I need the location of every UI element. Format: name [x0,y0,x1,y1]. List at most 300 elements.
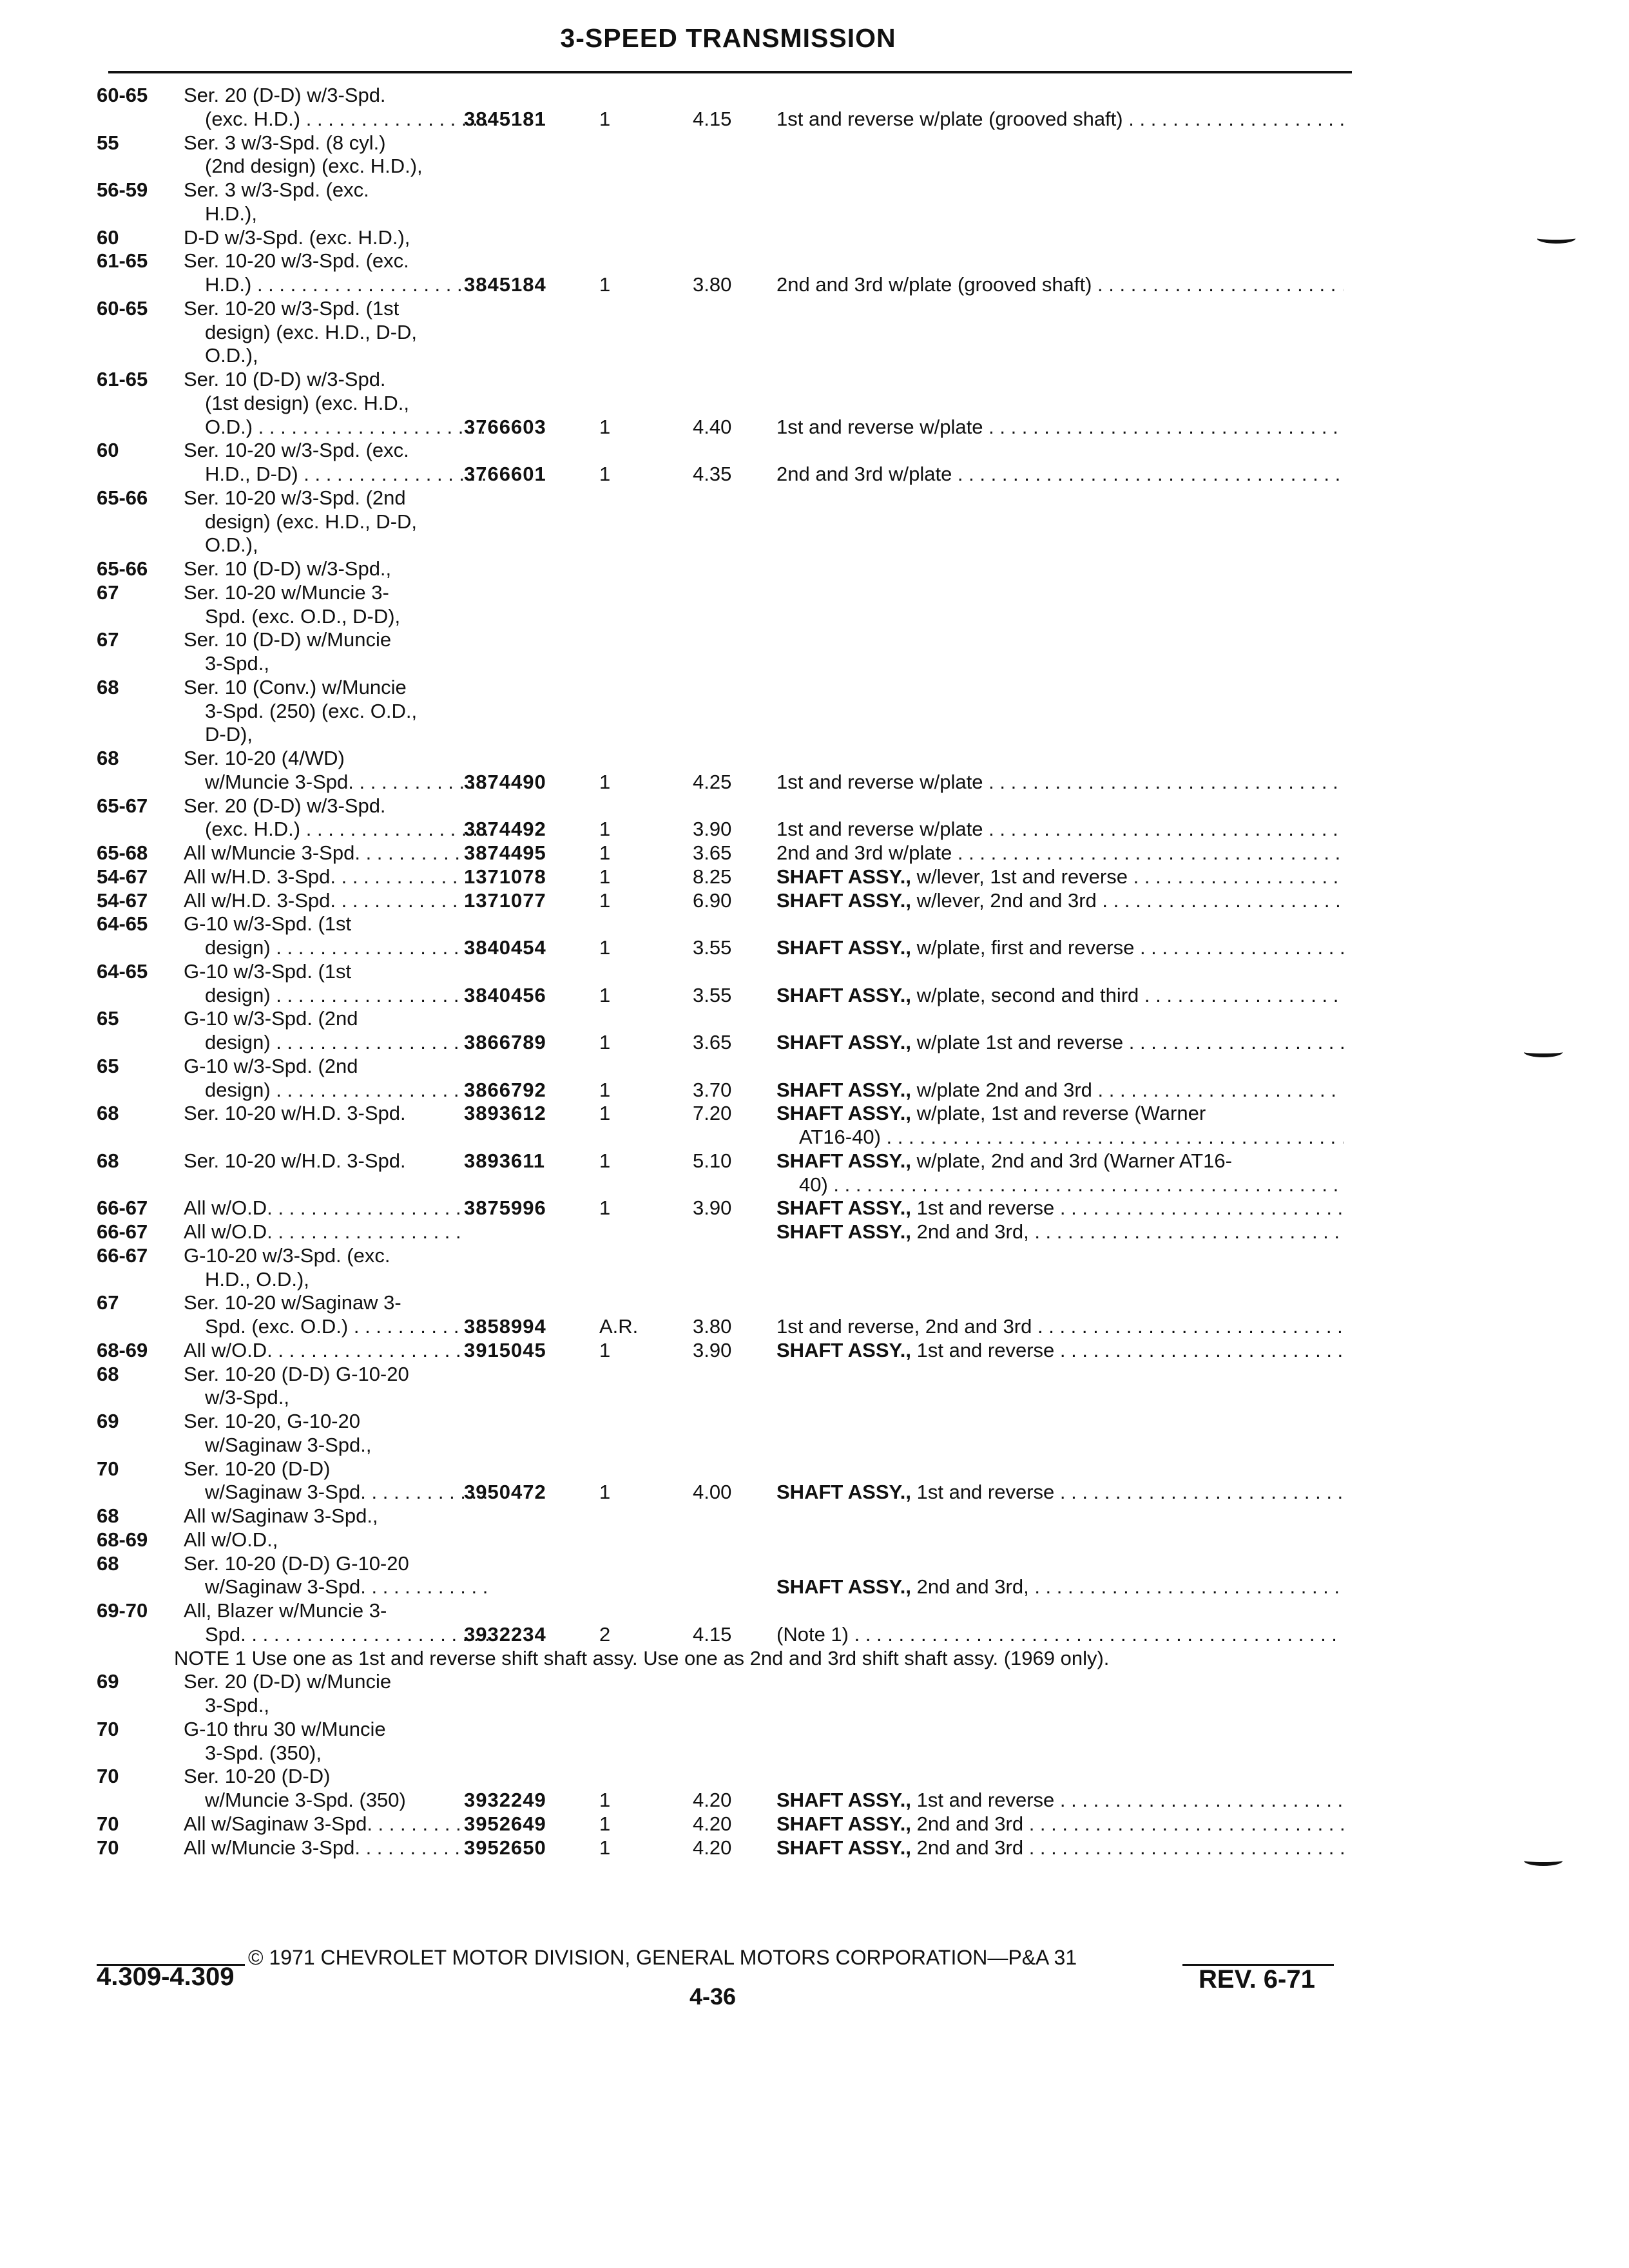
model-years: 67 [97,628,119,651]
part-name [776,1339,1344,1362]
part-line [0,1268,1629,1291]
quantity: 2 [599,1622,611,1646]
note-text: NOTE 1 Use one as 1st and reverse shift shaft assy. Use one as 2nd and 3rd shift shaft assy. (1969 only). [174,1646,1110,1669]
quantity: 1 [599,889,611,912]
price: 3.80 [693,1315,732,1338]
part-name-text: (Note 1) [776,1622,849,1646]
part-name-text: 2nd and 3rd w/plate (grooved shaft) [776,273,1092,296]
model-years: 68-69 [97,1338,148,1361]
part-line [0,1481,1629,1504]
application-text: Ser. 10 (D-D) w/3-Spd., [184,557,392,580]
part-name [776,1079,1344,1102]
part-line [0,1599,1629,1622]
application-text: Ser. 20 (D-D) w/3-Spd. [184,794,386,817]
application-text: Ser. 20 (D-D) w/3-Spd. [184,84,386,106]
part-name-text: 2nd and 3rd w/plate [776,463,952,485]
quantity: 1 [599,841,611,864]
part-line [0,960,1629,983]
part-name-text: w/plate, 1st and reverse (Warner [911,1102,1206,1125]
model-years: 65-67 [97,794,148,817]
application-text: All w/Muncie 3-Spd. . . . [184,841,467,865]
application-text: Ser. 10 (D-D) w/Muncie [184,628,392,651]
part-number: 1371077 [464,889,546,912]
part-name-text: 1st and reverse [911,1196,1055,1220]
part-name [776,1220,1344,1244]
application-text: All w/O.D. . . . [184,1196,467,1220]
quantity: 1 [599,1481,611,1504]
application-text: Ser. 10-20 w/H.D. 3-Spd. [184,1102,406,1125]
model-years: 65-66 [97,557,148,580]
quantity: 1 [599,1836,611,1859]
part-name-bold: SHAFT ASSY., [776,1102,911,1125]
part-name-bold: SHAFT ASSY., [776,889,911,912]
model-years: 68 [97,1504,119,1527]
application-text: w/Muncie 3-Spd. (350) [205,1789,406,1811]
margin-tick-1 [1537,233,1576,244]
revision-label: REV. 6-71 [1199,1965,1315,1994]
part-name-text: 2nd and 3rd w/plate [776,841,952,864]
quantity: 1 [599,1812,611,1835]
part-line [0,676,1629,699]
model-years: 61-65 [97,368,148,390]
part-number: 3766603 [464,415,546,438]
part-line [0,1718,1629,1741]
part-line [0,344,1629,367]
model-years: 64-65 [97,959,148,983]
quantity: 1 [599,983,611,1006]
part-line [0,84,1629,107]
part-line [0,1410,1629,1433]
model-years: 66-67 [97,1196,148,1220]
part-line [0,226,1629,249]
application-text: (1st design) (exc. H.D., [205,391,409,414]
part-line [0,1079,1629,1102]
application-text: All w/Saginaw 3-Spd., [184,1504,378,1527]
part-line [0,1504,1629,1528]
application-text: w/Saginaw 3-Spd. . . . [205,1481,488,1504]
application-text: G-10 w/3-Spd. (2nd [184,1054,358,1077]
part-number: 3840456 [464,983,546,1006]
price: 3.55 [693,936,732,959]
model-years: 55 [97,131,119,154]
price: 4.15 [693,107,732,130]
application-text: Ser. 10-20 (D-D) [184,1457,331,1480]
model-years: 61-65 [97,249,148,273]
model-years: 67 [97,581,119,604]
quantity: 1 [599,1196,611,1220]
quantity: 1 [599,415,611,438]
price: 4.25 [693,770,732,793]
price: 3.65 [693,841,732,864]
part-name [776,889,1344,912]
application-text: 3-Spd. (250) (exc. O.D., [205,699,418,722]
part-name-text: w/lever, 2nd and 3rd [911,889,1097,912]
application-text: O.D.) . . . [205,416,488,439]
application-text: w/Saginaw 3-Spd. . . . [205,1575,488,1599]
application-text: D-D), [205,723,253,746]
part-line [0,1670,1629,1693]
quantity: 1 [599,865,611,888]
price: 4.35 [693,463,732,485]
part-line [0,1742,1629,1765]
quantity: 1 [599,818,611,841]
model-years: 65-66 [97,486,148,509]
part-name [776,1315,1344,1338]
part-line [0,1623,1629,1646]
part-number: 3858994 [464,1315,546,1338]
part-line [0,581,1629,604]
part-line [0,1765,1629,1788]
price: 4.20 [693,1789,732,1811]
model-years: 70 [97,1812,119,1835]
part-name [776,936,1344,959]
application-text: All w/Saginaw 3-Spd. . . . [184,1812,467,1836]
part-number: 3874492 [464,818,546,841]
application-text: Ser. 10-20 w/3-Spd. (2nd [184,486,406,509]
model-years: 70 [97,1765,119,1788]
part-name-bold: SHAFT ASSY., [776,1196,911,1220]
quantity: 1 [599,1789,611,1811]
application-text: design) . . . [205,936,488,959]
part-name [776,463,1344,486]
part-line [0,1220,1629,1244]
part-line [0,416,1629,439]
application-text: Spd. . . . [205,1623,488,1646]
part-line [0,1244,1629,1267]
part-line [0,1575,1629,1599]
model-years: 60 [97,226,119,249]
part-line [0,463,1629,486]
part-line [0,368,1629,391]
part-name [776,1789,1344,1812]
part-name-text: 1st and reverse w/plate [776,770,983,793]
application-text: design) (exc. H.D., D-D, [205,510,418,533]
margin-tick-3 [1524,1856,1563,1866]
part-number: 3932234 [464,1622,546,1646]
part-name [776,1031,1344,1054]
part-line [0,1694,1629,1717]
price: 3.55 [693,983,732,1006]
part-line [0,818,1629,841]
model-years: 64-65 [97,912,148,936]
part-name [776,771,1344,794]
part-name-text: AT16-40) [799,1126,881,1148]
application-text: H.D., D-D) . . . [205,463,488,486]
model-years: 60 [97,439,119,462]
application-text: Ser. 10-20 w/3-Spd. (exc. [184,249,409,273]
part-line [0,605,1629,628]
application-text: Ser. 10-20 (D-D) G-10-20 [184,1552,409,1575]
part-line [0,486,1629,510]
application-text: Ser. 10-20 w/3-Spd. (1st [184,296,400,320]
quantity: 1 [599,1149,611,1172]
application-text: design) . . . [205,984,488,1007]
part-line [0,841,1629,865]
part-line [0,652,1629,675]
application-text: Ser. 10 (D-D) w/3-Spd. [184,368,386,390]
part-name-text: 1st and reverse w/plate [776,415,983,438]
model-years: 70 [97,1717,119,1740]
part-line [0,936,1629,959]
part-name [776,273,1344,296]
part-number: 3875996 [464,1196,546,1220]
part-number: 3766601 [464,463,546,485]
part-line [0,1102,1629,1125]
price: 3.80 [693,273,732,296]
part-line [0,297,1629,320]
part-name-bold: SHAFT ASSY., [776,865,911,888]
application-text: G-10 thru 30 w/Muncie [184,1717,386,1740]
part-line [0,1291,1629,1314]
part-line [0,533,1629,557]
part-number: 3893611 [464,1149,545,1172]
part-line [0,1836,1629,1860]
part-name-bold: SHAFT ASSY., [776,1812,911,1835]
model-years: 68 [97,675,119,698]
application-text: Ser. 10-20, G-10-20 [184,1410,360,1432]
price: 3.65 [693,1031,732,1053]
part-name-text: 1st and reverse w/plate (grooved shaft) [776,107,1123,130]
model-years: 69 [97,1670,119,1693]
application-text: G-10 w/3-Spd. (2nd [184,1007,358,1030]
model-years: 54-67 [97,889,148,912]
model-years: 65 [97,1054,119,1077]
part-name-bold: SHAFT ASSY., [776,983,911,1006]
part-name [776,1196,1344,1220]
part-name-bold: SHAFT ASSY., [776,1149,911,1172]
part-line [0,321,1629,344]
price: 4.20 [693,1836,732,1859]
price: 3.90 [693,1338,732,1361]
quantity: 1 [599,1031,611,1053]
part-line [0,131,1629,155]
page-title: 3-SPEED TRANSMISSION [560,23,896,53]
part-number: 3866792 [464,1078,546,1101]
part-name-text: 2nd and 3rd, [911,1220,1029,1243]
part-line [0,249,1629,273]
application-text: All w/H.D. 3-Spd. . . . [184,889,467,912]
application-text: O.D.), [205,344,258,367]
part-line [0,1528,1629,1552]
part-number: 3874495 [464,841,546,864]
part-line [0,723,1629,746]
part-name-text: 1st and reverse [911,1789,1055,1811]
part-name-bold: SHAFT ASSY., [776,1338,911,1361]
model-years: 68 [97,1149,119,1172]
model-years: 65 [97,1007,119,1030]
application-text: design) . . . [205,1079,488,1102]
part-number: 3932249 [464,1789,546,1811]
part-line [0,557,1629,581]
part-line [0,439,1629,462]
application-text: G-10 w/3-Spd. (1st [184,912,352,936]
application-text: Ser. 10-20 (D-D) [184,1765,331,1788]
part-name-text: 1st and reverse [911,1481,1055,1504]
part-line [0,747,1629,770]
quantity: 1 [599,1102,611,1125]
quantity: 1 [599,1338,611,1361]
application-text: O.D.), [205,533,258,557]
part-name-text: w/plate 2nd and 3rd [911,1078,1092,1101]
model-years: 68 [97,1102,119,1125]
part-name [799,1173,1344,1196]
part-line [0,1339,1629,1362]
application-text: Spd. (exc. O.D., D-D), [205,604,401,628]
part-name-bold: SHAFT ASSY., [776,1078,911,1101]
model-years: 70 [97,1457,119,1480]
part-name-text: w/plate 1st and reverse [911,1031,1124,1053]
model-years: 67 [97,1291,119,1314]
part-name [776,984,1344,1007]
part-number: 3952649 [464,1812,546,1835]
part-number: 3893612 [464,1102,546,1125]
part-line [0,889,1629,912]
part-number: 3840454 [464,936,546,959]
part-name-text: 2nd and 3rd, [911,1575,1029,1599]
part-name [776,1102,1344,1125]
model-years: 68-69 [97,1528,148,1551]
part-line [0,1055,1629,1078]
quantity: 1 [599,770,611,793]
part-name-text: 1st and reverse, 2nd and 3rd [776,1315,1032,1338]
part-line [0,1149,1629,1173]
part-name [776,818,1344,841]
price: 4.15 [693,1622,732,1646]
application-text: Ser. 3 w/3-Spd. (8 cyl.) [184,131,386,154]
model-years: 68 [97,1362,119,1385]
part-name-bold: SHAFT ASSY., [776,1789,911,1811]
application-text: Ser. 10-20 w/3-Spd. (exc. [184,439,409,462]
part-name-bold: SHAFT ASSY., [776,1031,911,1053]
part-number: 1371078 [464,865,546,888]
model-years: 60-65 [97,84,148,106]
part-name-text: w/plate, first and reverse [911,936,1135,959]
part-name [776,108,1344,131]
quantity: 1 [599,1078,611,1101]
price: 3.70 [693,1078,732,1101]
part-number: 3950472 [464,1481,546,1504]
application-text: Ser. 3 w/3-Spd. (exc. [184,178,369,201]
part-name [776,1575,1344,1599]
part-line [0,392,1629,415]
margin-tick-2 [1524,1047,1563,1057]
part-name [776,865,1344,889]
application-text: G-10-20 w/3-Spd. (exc. [184,1244,390,1267]
part-line [0,178,1629,202]
application-text: w/Saginaw 3-Spd., [205,1433,372,1456]
application-text: Ser. 10-20 w/Saginaw 3- [184,1291,401,1314]
part-number: 3866789 [464,1031,546,1053]
model-years: 66-67 [97,1244,148,1267]
part-line [0,1457,1629,1481]
part-name-bold: SHAFT ASSY., [776,936,911,959]
part-name [776,1149,1344,1173]
application-text: design) . . . [205,1031,488,1054]
application-text: Ser. 10-20 w/H.D. 3-Spd. [184,1149,406,1172]
quantity: A.R. [599,1315,639,1338]
part-line [0,273,1629,296]
part-name [776,1623,1344,1646]
part-number: 3874490 [464,770,546,793]
part-name-text: 1st and reverse w/plate [776,818,983,841]
part-line [0,865,1629,889]
part-name-text: w/plate, 2nd and 3rd (Warner AT16- [911,1149,1232,1172]
footer-code: 4.309-4.309 [97,1963,235,1991]
part-name-bold: SHAFT ASSY., [776,1481,911,1504]
part-line [0,1789,1629,1812]
price: 3.90 [693,1196,732,1220]
application-text: (exc. H.D.) . . . [205,818,488,841]
application-text: (2nd design) (exc. H.D.), [205,155,423,178]
part-number: 3915045 [464,1338,546,1361]
part-name-bold: SHAFT ASSY., [776,1220,911,1243]
price: 6.90 [693,889,732,912]
part-name-text: w/plate, second and third [911,983,1139,1006]
application-text: Ser. 10 (Conv.) w/Muncie [184,675,407,698]
part-line [0,984,1629,1007]
application-text: 3-Spd. (350), [205,1741,322,1764]
application-text: Ser. 10-20 (4/WD) [184,747,345,769]
part-line [0,1386,1629,1409]
model-years: 65-68 [97,841,148,864]
part-name [799,1126,1344,1149]
part-line [0,108,1629,131]
model-years: 70 [97,1836,119,1859]
application-text: Spd. (exc. O.D.) . . . [205,1315,488,1338]
part-line [0,1434,1629,1457]
quantity: 1 [599,273,611,296]
part-line [0,794,1629,818]
part-name [776,416,1344,439]
part-number: 3952650 [464,1836,546,1859]
application-text: All w/O.D., [184,1528,278,1551]
model-years: 69 [97,1410,119,1432]
quantity: 1 [599,463,611,485]
quantity: 1 [599,936,611,959]
model-years: 56-59 [97,178,148,201]
application-text: design) (exc. H.D., D-D, [205,320,418,343]
part-line [0,1363,1629,1386]
application-text: H.D.) . . . [205,273,488,296]
part-line [0,700,1629,723]
part-line [0,510,1629,533]
application-text: 3-Spd., [205,1694,269,1716]
footer-copyright: © 1971 CHEVROLET MOTOR DIVISION, GENERAL MOTORS CORPORATION—P&A 31 [248,1946,1077,1969]
price: 5.10 [693,1149,732,1172]
price: 4.20 [693,1812,732,1835]
part-name [776,1481,1344,1504]
model-years: 68 [97,747,119,769]
part-line [0,1812,1629,1836]
part-line [0,1031,1629,1054]
price: 8.25 [693,865,732,888]
part-name-text: 1st and reverse [911,1338,1055,1361]
part-line [0,628,1629,651]
application-text: H.D.), [205,202,257,225]
part-number: 3845181 [464,107,546,130]
price: 7.20 [693,1102,732,1125]
application-text: H.D., O.D.), [205,1267,309,1291]
note-line [0,1647,1629,1670]
part-name [776,1836,1344,1860]
part-name-bold: SHAFT ASSY., [776,1575,911,1599]
part-line [0,1173,1629,1196]
part-line [0,912,1629,936]
application-text: Ser. 10-20 w/Muncie 3- [184,581,389,604]
application-text: All w/Muncie 3-Spd. . . . [184,1836,467,1860]
part-name [776,1812,1344,1836]
page-number: 4-36 [689,1983,737,2010]
